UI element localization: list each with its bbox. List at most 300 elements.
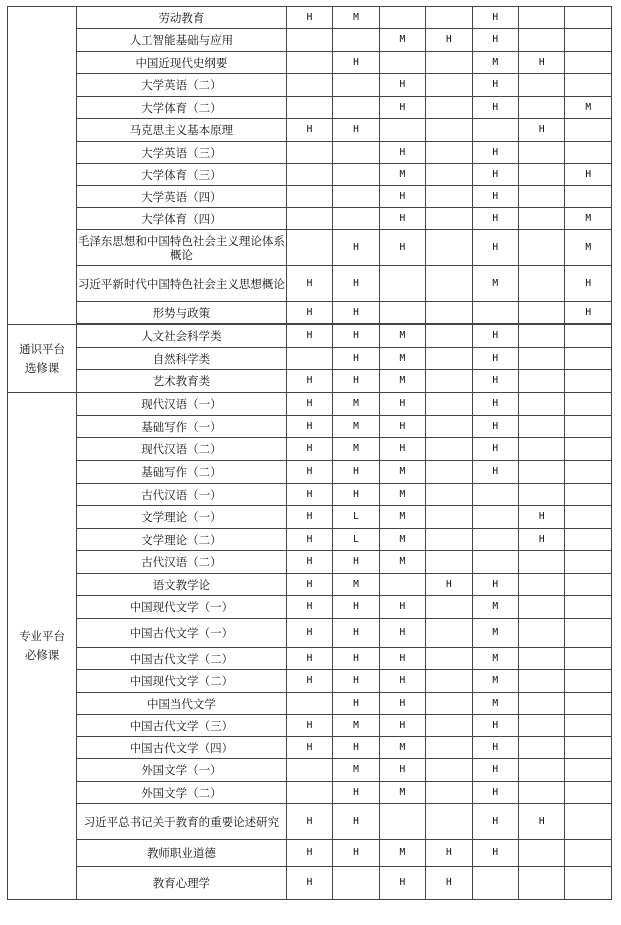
course-name-cell <box>77 737 287 759</box>
course-name-cell <box>77 840 287 867</box>
mark-cell: H <box>333 693 379 715</box>
course-name: 大学体育（四） <box>141 211 222 226</box>
mark-cell: H <box>286 393 332 416</box>
mark-cell: H <box>472 142 518 164</box>
course-name: 毛泽东思想和中国特色社会主义理论体系概论 <box>77 233 285 262</box>
table-row <box>8 840 612 867</box>
mark-cell <box>426 52 472 74</box>
mark-cell: H <box>333 484 379 506</box>
mark-cell <box>286 186 332 208</box>
mark-cell <box>565 348 612 370</box>
table-row <box>8 506 612 529</box>
mark-cell: H <box>286 551 332 574</box>
mark-cell <box>519 574 565 596</box>
mark-cell: H <box>379 74 425 97</box>
mark-cell <box>286 230 332 266</box>
mark-cell <box>519 164 565 186</box>
course-name: 大学体育（三） <box>141 167 222 182</box>
course-name-cell <box>77 461 287 484</box>
course-name-cell <box>77 266 287 302</box>
mark-cell <box>426 804 472 840</box>
table-row <box>8 416 612 438</box>
table-row <box>8 648 612 670</box>
mark-cell <box>565 438 612 461</box>
mark-cell: H <box>379 416 425 438</box>
mark-cell <box>286 759 332 782</box>
mark-cell <box>426 230 472 266</box>
course-name-cell <box>77 208 287 230</box>
mark-cell: H <box>472 782 518 804</box>
mark-cell: M <box>333 7 379 29</box>
mark-cell <box>333 208 379 230</box>
mark-cell <box>426 529 472 551</box>
mark-cell: H <box>472 416 518 438</box>
mark-cell: H <box>472 348 518 370</box>
mark-cell <box>426 438 472 461</box>
mark-cell <box>519 670 565 693</box>
mark-cell <box>426 142 472 164</box>
category-label: 通识平台选修课 <box>19 341 66 375</box>
mark-cell <box>565 648 612 670</box>
mark-cell <box>565 325 612 348</box>
course-name-cell <box>77 715 287 737</box>
mark-cell: H <box>519 804 565 840</box>
course-name: 中国现代文学（二） <box>129 674 234 688</box>
mark-cell <box>333 164 379 186</box>
course-name: 中国古代文学（二） <box>129 651 234 666</box>
mark-cell <box>426 648 472 670</box>
mark-cell: H <box>426 574 472 596</box>
mark-cell: H <box>286 804 332 840</box>
mark-cell: H <box>379 97 425 119</box>
mark-cell <box>519 596 565 619</box>
mark-cell <box>426 715 472 737</box>
mark-cell: H <box>426 867 472 900</box>
mark-cell <box>519 715 565 737</box>
mark-cell: M <box>472 670 518 693</box>
mark-cell: H <box>379 867 425 900</box>
mark-cell <box>565 7 612 29</box>
table-row <box>8 7 612 29</box>
mark-cell <box>472 867 518 900</box>
mark-cell <box>519 867 565 900</box>
mark-cell <box>519 759 565 782</box>
table-row <box>8 74 612 97</box>
course-name-cell <box>77 670 287 693</box>
mark-cell <box>426 208 472 230</box>
mark-cell: H <box>333 370 379 393</box>
course-name-cell <box>77 782 287 804</box>
mark-cell <box>286 782 332 804</box>
mark-cell <box>565 804 612 840</box>
course-name-cell <box>77 393 287 416</box>
mark-cell: H <box>333 670 379 693</box>
mark-cell: H <box>379 619 425 648</box>
mark-cell <box>379 52 425 74</box>
mark-cell: H <box>333 230 379 266</box>
table-row <box>8 574 612 596</box>
table-row <box>8 596 612 619</box>
mark-cell: M <box>379 840 425 867</box>
mark-cell: M <box>472 693 518 715</box>
mark-cell <box>426 97 472 119</box>
course-name-cell <box>77 648 287 670</box>
mark-cell <box>379 804 425 840</box>
mark-cell <box>472 529 518 551</box>
mark-cell <box>565 142 612 164</box>
mark-cell: H <box>286 574 332 596</box>
mark-cell <box>379 7 425 29</box>
mark-cell <box>286 74 332 97</box>
category-cell <box>8 7 77 325</box>
mark-cell: H <box>286 619 332 648</box>
table-row <box>8 715 612 737</box>
mark-cell: H <box>333 461 379 484</box>
mark-cell: H <box>472 208 518 230</box>
mark-cell <box>519 348 565 370</box>
mark-cell <box>472 302 518 324</box>
mark-cell <box>426 461 472 484</box>
course-name: 古代汉语（二） <box>141 555 222 569</box>
category-cell <box>8 393 77 900</box>
mark-cell <box>565 186 612 208</box>
table-row <box>8 348 612 370</box>
course-name: 外国文学（一） <box>141 763 222 777</box>
mark-cell: H <box>286 119 332 142</box>
table-row <box>8 759 612 782</box>
course-name: 中国现代文学（一） <box>129 600 234 614</box>
mark-cell: H <box>379 142 425 164</box>
course-name-cell <box>77 186 287 208</box>
mark-cell: H <box>333 266 379 302</box>
mark-cell <box>426 596 472 619</box>
mark-cell <box>519 782 565 804</box>
mark-cell <box>426 370 472 393</box>
mark-cell <box>565 370 612 393</box>
table-row <box>8 52 612 74</box>
course-name-cell <box>77 619 287 648</box>
mark-cell <box>472 551 518 574</box>
mark-cell <box>333 29 379 52</box>
course-name: 教师职业道德 <box>146 846 216 860</box>
course-name: 教育心理学 <box>152 876 211 890</box>
mark-cell <box>426 782 472 804</box>
mark-cell: H <box>472 325 518 348</box>
mark-cell: M <box>333 416 379 438</box>
course-name-cell <box>77 119 287 142</box>
table-row <box>8 393 612 416</box>
mark-cell: H <box>472 7 518 29</box>
table-row <box>8 370 612 393</box>
mark-cell: H <box>519 52 565 74</box>
mark-cell: M <box>472 52 518 74</box>
mark-cell: H <box>333 52 379 74</box>
mark-cell <box>333 74 379 97</box>
mark-cell: H <box>333 596 379 619</box>
table-row <box>8 325 612 348</box>
mark-cell: H <box>333 737 379 759</box>
course-name: 基础写作（一） <box>141 419 222 434</box>
mark-cell: H <box>286 438 332 461</box>
mark-cell <box>565 596 612 619</box>
course-name: 马克思主义基本原理 <box>129 123 234 137</box>
mark-cell: M <box>565 97 612 119</box>
mark-cell <box>426 186 472 208</box>
mark-cell <box>519 438 565 461</box>
mark-cell: H <box>286 715 332 737</box>
mark-cell <box>565 759 612 782</box>
mark-cell: H <box>379 208 425 230</box>
mark-cell <box>565 715 612 737</box>
mark-cell: H <box>472 759 518 782</box>
mark-cell <box>565 693 612 715</box>
table-row <box>8 266 612 302</box>
mark-cell: H <box>333 302 379 324</box>
mark-cell <box>565 119 612 142</box>
mark-cell: H <box>379 670 425 693</box>
course-name: 大学英语（二） <box>141 78 222 92</box>
mark-cell: H <box>565 266 612 302</box>
mark-cell <box>426 416 472 438</box>
course-name: 中国当代文学 <box>146 696 216 711</box>
table-row <box>8 529 612 551</box>
mark-cell: H <box>472 461 518 484</box>
mark-cell <box>519 208 565 230</box>
mark-cell: H <box>426 29 472 52</box>
mark-cell <box>519 693 565 715</box>
mark-cell: H <box>379 393 425 416</box>
course-name: 大学英语（四） <box>141 189 222 204</box>
mark-cell: M <box>379 551 425 574</box>
mark-cell: H <box>565 302 612 324</box>
mark-cell: M <box>333 574 379 596</box>
mark-cell <box>426 693 472 715</box>
mark-cell: H <box>286 461 332 484</box>
mark-cell: M <box>379 461 425 484</box>
mark-cell: H <box>286 506 332 529</box>
mark-cell: H <box>472 164 518 186</box>
mark-cell: H <box>379 230 425 266</box>
mark-cell: L <box>333 506 379 529</box>
course-name-cell <box>77 596 287 619</box>
mark-cell: H <box>286 7 332 29</box>
mark-cell: H <box>519 119 565 142</box>
mark-cell <box>333 142 379 164</box>
course-name-cell <box>77 302 287 324</box>
mark-cell <box>565 461 612 484</box>
course-name: 基础写作（二） <box>141 465 222 479</box>
table-row <box>8 867 612 900</box>
mark-cell: M <box>379 370 425 393</box>
mark-cell <box>426 266 472 302</box>
course-name-cell <box>77 551 287 574</box>
mark-cell <box>519 648 565 670</box>
course-name: 习近平总书记关于教育的重要论述研究 <box>83 814 280 829</box>
mark-cell <box>286 208 332 230</box>
mark-cell: H <box>519 529 565 551</box>
mark-cell: H <box>286 416 332 438</box>
mark-cell: H <box>379 438 425 461</box>
mark-cell <box>519 840 565 867</box>
course-name: 现代汉语（一） <box>141 397 222 411</box>
mark-cell <box>519 484 565 506</box>
mark-cell <box>519 393 565 416</box>
mark-cell: H <box>472 715 518 737</box>
mark-cell: H <box>379 596 425 619</box>
mark-cell: H <box>286 867 332 900</box>
course-name: 习近平新时代中国特色社会主义思想概论 <box>77 276 285 291</box>
mark-cell: H <box>286 325 332 348</box>
mark-cell: M <box>379 348 425 370</box>
mark-cell <box>426 670 472 693</box>
table-row <box>8 438 612 461</box>
mark-cell <box>333 867 379 900</box>
mark-cell: H <box>333 648 379 670</box>
mark-cell: H <box>286 484 332 506</box>
course-name: 人工智能基础与应用 <box>129 33 234 47</box>
mark-cell: M <box>379 325 425 348</box>
mark-cell: M <box>379 484 425 506</box>
mark-cell <box>286 29 332 52</box>
mark-cell: H <box>472 438 518 461</box>
course-name: 现代汉语（二） <box>141 442 222 456</box>
mark-cell: M <box>379 506 425 529</box>
table-row <box>8 619 612 648</box>
mark-cell <box>565 29 612 52</box>
table-row <box>8 461 612 484</box>
course-name: 劳动教育 <box>158 10 205 25</box>
mark-cell: M <box>379 164 425 186</box>
course-name-cell <box>77 7 287 29</box>
mark-cell <box>565 484 612 506</box>
course-name: 文学理论（一） <box>141 510 222 524</box>
table-row <box>8 119 612 142</box>
mark-cell: H <box>379 648 425 670</box>
course-name-cell <box>77 325 287 348</box>
mark-cell <box>426 7 472 29</box>
course-name: 中国古代文学（三） <box>129 718 234 733</box>
mark-cell <box>519 266 565 302</box>
mark-cell <box>565 840 612 867</box>
course-name: 外国文学（二） <box>141 785 222 800</box>
mark-cell: H <box>472 230 518 266</box>
mark-cell <box>333 97 379 119</box>
course-matrix-table <box>7 6 612 900</box>
mark-cell: M <box>333 715 379 737</box>
mark-cell <box>472 119 518 142</box>
mark-cell <box>565 867 612 900</box>
mark-cell: M <box>472 648 518 670</box>
mark-cell <box>519 619 565 648</box>
course-name: 中国古代文学（四） <box>129 740 234 755</box>
table-row <box>8 29 612 52</box>
mark-cell: H <box>472 804 518 840</box>
course-name: 形势与政策 <box>152 305 211 320</box>
mark-cell: M <box>379 782 425 804</box>
table-row <box>8 230 612 266</box>
course-name-cell <box>77 506 287 529</box>
course-name: 语文教学论 <box>152 577 211 592</box>
mark-cell <box>519 29 565 52</box>
category-cell <box>8 325 77 393</box>
mark-cell <box>519 551 565 574</box>
mark-cell <box>426 484 472 506</box>
mark-cell <box>426 348 472 370</box>
course-name: 中国古代文学（一） <box>129 626 234 640</box>
course-name-cell <box>77 370 287 393</box>
mark-cell <box>472 484 518 506</box>
mark-cell <box>426 302 472 324</box>
mark-cell: H <box>379 715 425 737</box>
mark-cell: H <box>286 266 332 302</box>
mark-cell <box>426 506 472 529</box>
mark-cell: M <box>472 596 518 619</box>
mark-cell <box>565 529 612 551</box>
mark-cell <box>426 164 472 186</box>
course-name-cell <box>77 529 287 551</box>
mark-cell <box>565 670 612 693</box>
mark-cell <box>379 574 425 596</box>
table-row <box>8 208 612 230</box>
mark-cell: H <box>565 164 612 186</box>
mark-cell: H <box>519 506 565 529</box>
mark-cell: H <box>472 574 518 596</box>
mark-cell <box>426 737 472 759</box>
table-row <box>8 551 612 574</box>
mark-cell: H <box>333 804 379 840</box>
course-name-cell <box>77 97 287 119</box>
mark-cell <box>565 74 612 97</box>
mark-cell: H <box>472 370 518 393</box>
table-row <box>8 804 612 840</box>
course-name: 大学体育（二） <box>141 100 222 115</box>
course-name-cell <box>77 574 287 596</box>
mark-cell <box>426 119 472 142</box>
mark-cell: H <box>286 302 332 324</box>
mark-cell <box>565 416 612 438</box>
mark-cell: M <box>333 759 379 782</box>
mark-cell <box>286 97 332 119</box>
mark-cell <box>519 97 565 119</box>
course-name-cell <box>77 142 287 164</box>
mark-cell: L <box>333 529 379 551</box>
table-row <box>8 164 612 186</box>
mark-cell <box>426 551 472 574</box>
course-name-cell <box>77 29 287 52</box>
table-row <box>8 782 612 804</box>
mark-cell <box>519 230 565 266</box>
mark-cell <box>379 302 425 324</box>
mark-cell <box>565 782 612 804</box>
mark-cell <box>286 52 332 74</box>
table-row <box>8 142 612 164</box>
mark-cell: H <box>333 782 379 804</box>
mark-cell: M <box>379 737 425 759</box>
mark-cell <box>519 74 565 97</box>
mark-cell: H <box>333 119 379 142</box>
mark-cell <box>379 266 425 302</box>
mark-cell: H <box>333 619 379 648</box>
mark-cell: M <box>333 438 379 461</box>
mark-cell: H <box>333 840 379 867</box>
course-name: 古代汉语（一） <box>141 487 222 502</box>
course-name: 文学理论（二） <box>141 532 222 547</box>
mark-cell: H <box>472 186 518 208</box>
mark-cell <box>379 119 425 142</box>
mark-cell <box>519 461 565 484</box>
mark-cell: H <box>286 737 332 759</box>
table-row <box>8 97 612 119</box>
